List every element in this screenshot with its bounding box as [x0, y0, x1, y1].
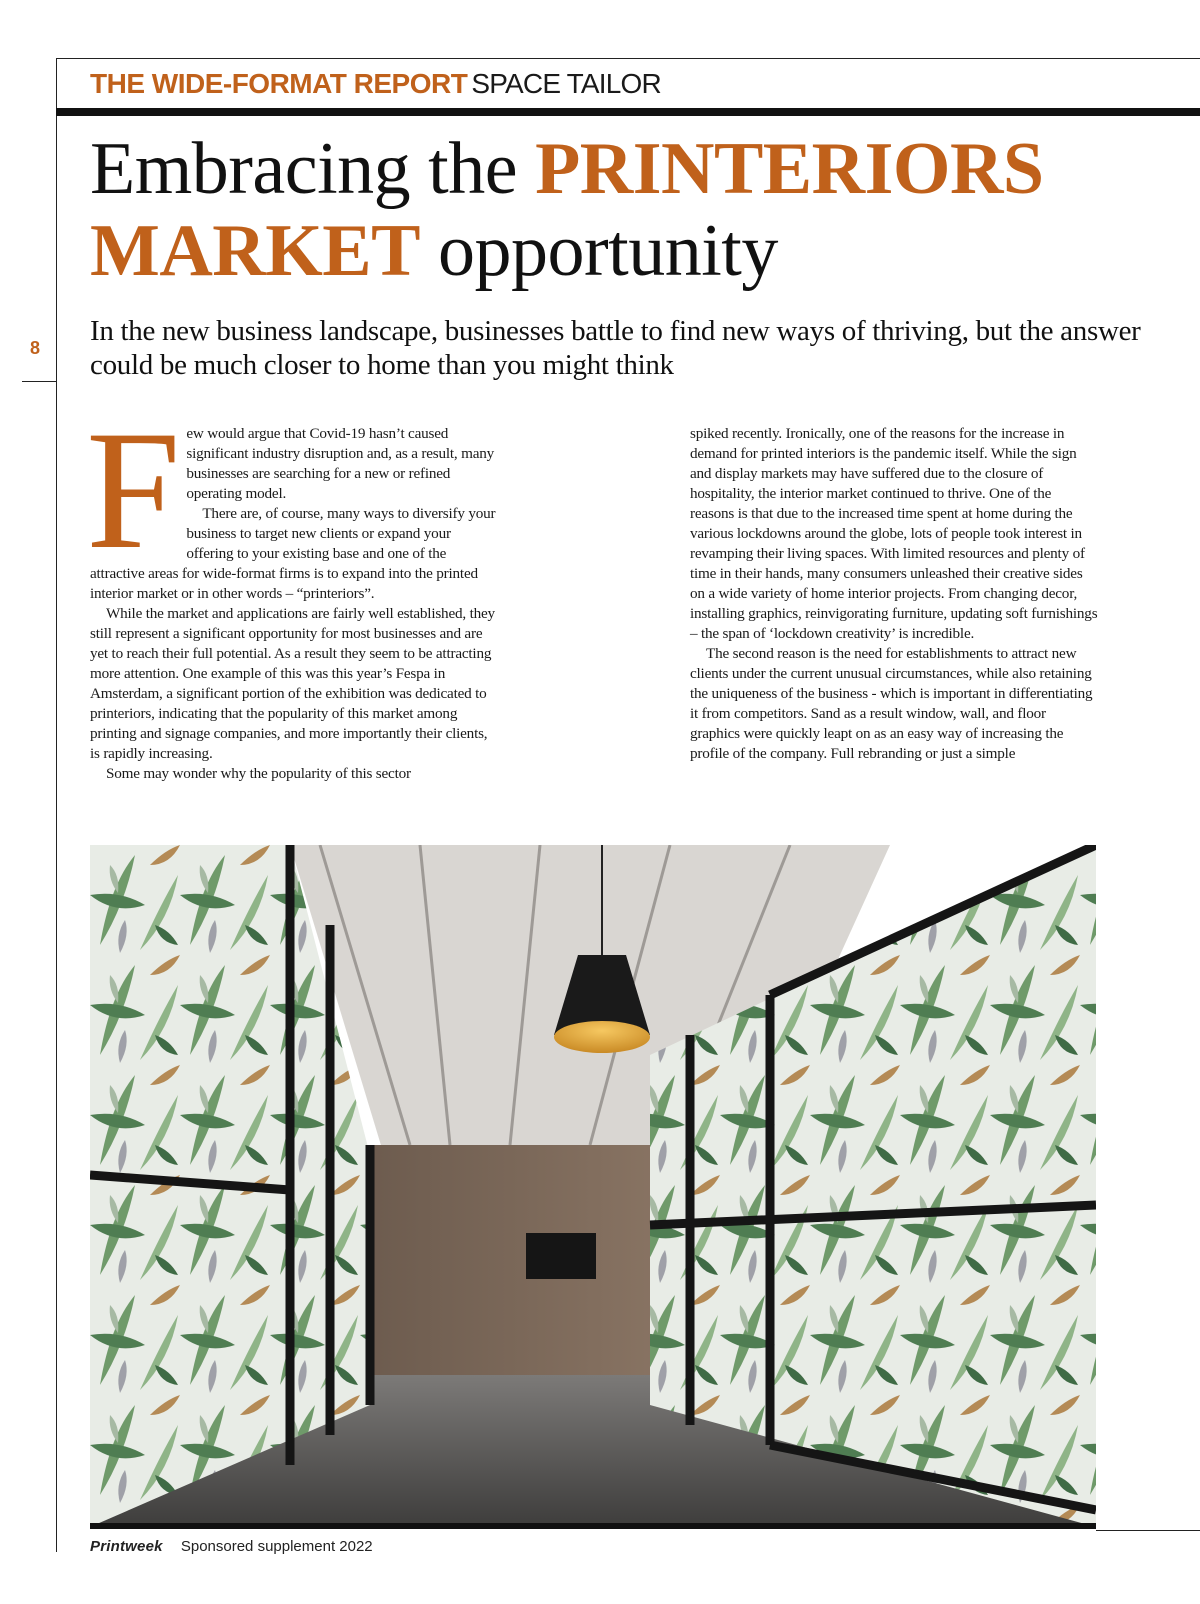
headline-part1: Embracing the	[90, 128, 536, 210]
header-rule	[56, 108, 1200, 116]
footer-rule	[1096, 1530, 1200, 1531]
drop-cap: F	[86, 396, 181, 584]
footer	[90, 1538, 373, 1555]
headline-accent-2: MARKET	[90, 210, 420, 292]
footer-brand: Printweek	[90, 1538, 163, 1555]
headline-part2: opportunity	[420, 210, 778, 292]
hero-photo	[90, 845, 1096, 1527]
paragraph: spiked recently. Ironically, one of the reasons for the increase in demand for printed interiors is the pandemic itself. While the sign and display markets may have suffered due to the closure of hospitality, the interior market continued to thrive. One of the reasons is that due to the increased time spent at home during the various lockdowns around the globe, lots of people took interest in revamping their living spaces. With limited resources and plenty of time in their hands, many consumers unleashed their creative sides on a wide variety of home interior projects. From changing decor, installing graphics, reinvigorating furniture, updating soft furnishings – the span of ‘lockdown creativity’ is incredible.	[690, 425, 1098, 642]
section-subtitle: SPACE TAILOR	[471, 68, 661, 99]
frame-top-rule	[56, 58, 1200, 59]
section-header	[90, 68, 661, 102]
paragraph: ew would argue that Covid-19 hasn’t caused significant industry disruption and, as a result, many businesses are searching for a new or refined operating model.	[186, 425, 495, 502]
footer-text: Sponsored supplement 2022	[180, 1538, 373, 1555]
office-corridor-illustration	[90, 845, 1096, 1527]
paragraph: Some may wonder why the popularity of this sector	[106, 765, 411, 782]
paragraph: While the market and applications are fairly well established, they still represent a significant opportunity for most businesses and are yet to reach their full potential. As a result they seem to be attracting more attention. One example of this was this year’s Fespa in Amsterdam, a significant portion of the exhibition was dedicated to printeriors, indicating that the popularity of this market among printing and signage companies, and more importantly their clients, is rapidly increasing.	[90, 605, 495, 762]
headline-accent-1: PRINTERIORS	[535, 128, 1044, 210]
article-column-2	[690, 424, 1098, 764]
article-column-1	[86, 396, 498, 784]
frame-left-rule	[56, 58, 57, 1552]
standfirst: In the new business landscape, businesses battle to find new ways of thriving, but the answer could be much closer to home than you might think	[90, 315, 1141, 381]
paragraph: There are, of course, many ways to diversify your business to target new clients or expand your offering to your existing base and one of the attractive areas for wide-format firms is to expand into the printed interior market or in other words – “printeriors”.	[90, 505, 496, 602]
section-title: THE WIDE-FORMAT REPORT	[90, 68, 468, 99]
paragraph: The second reason is the need for establishments to attract new clients under the current unusual circumstances, while also retaining the uniqueness of the business - which is important in differentiating it from competitors. Sand as a result window, wall, and floor graphics were quickly leapt on as an easy way of increasing the profile of the company. Full rebranding or just a simple	[690, 645, 1093, 762]
photo-bottom-rule	[90, 1523, 1096, 1529]
page-number-rule	[22, 381, 56, 382]
article-headline	[90, 128, 1190, 292]
page-number: 8	[30, 338, 41, 358]
